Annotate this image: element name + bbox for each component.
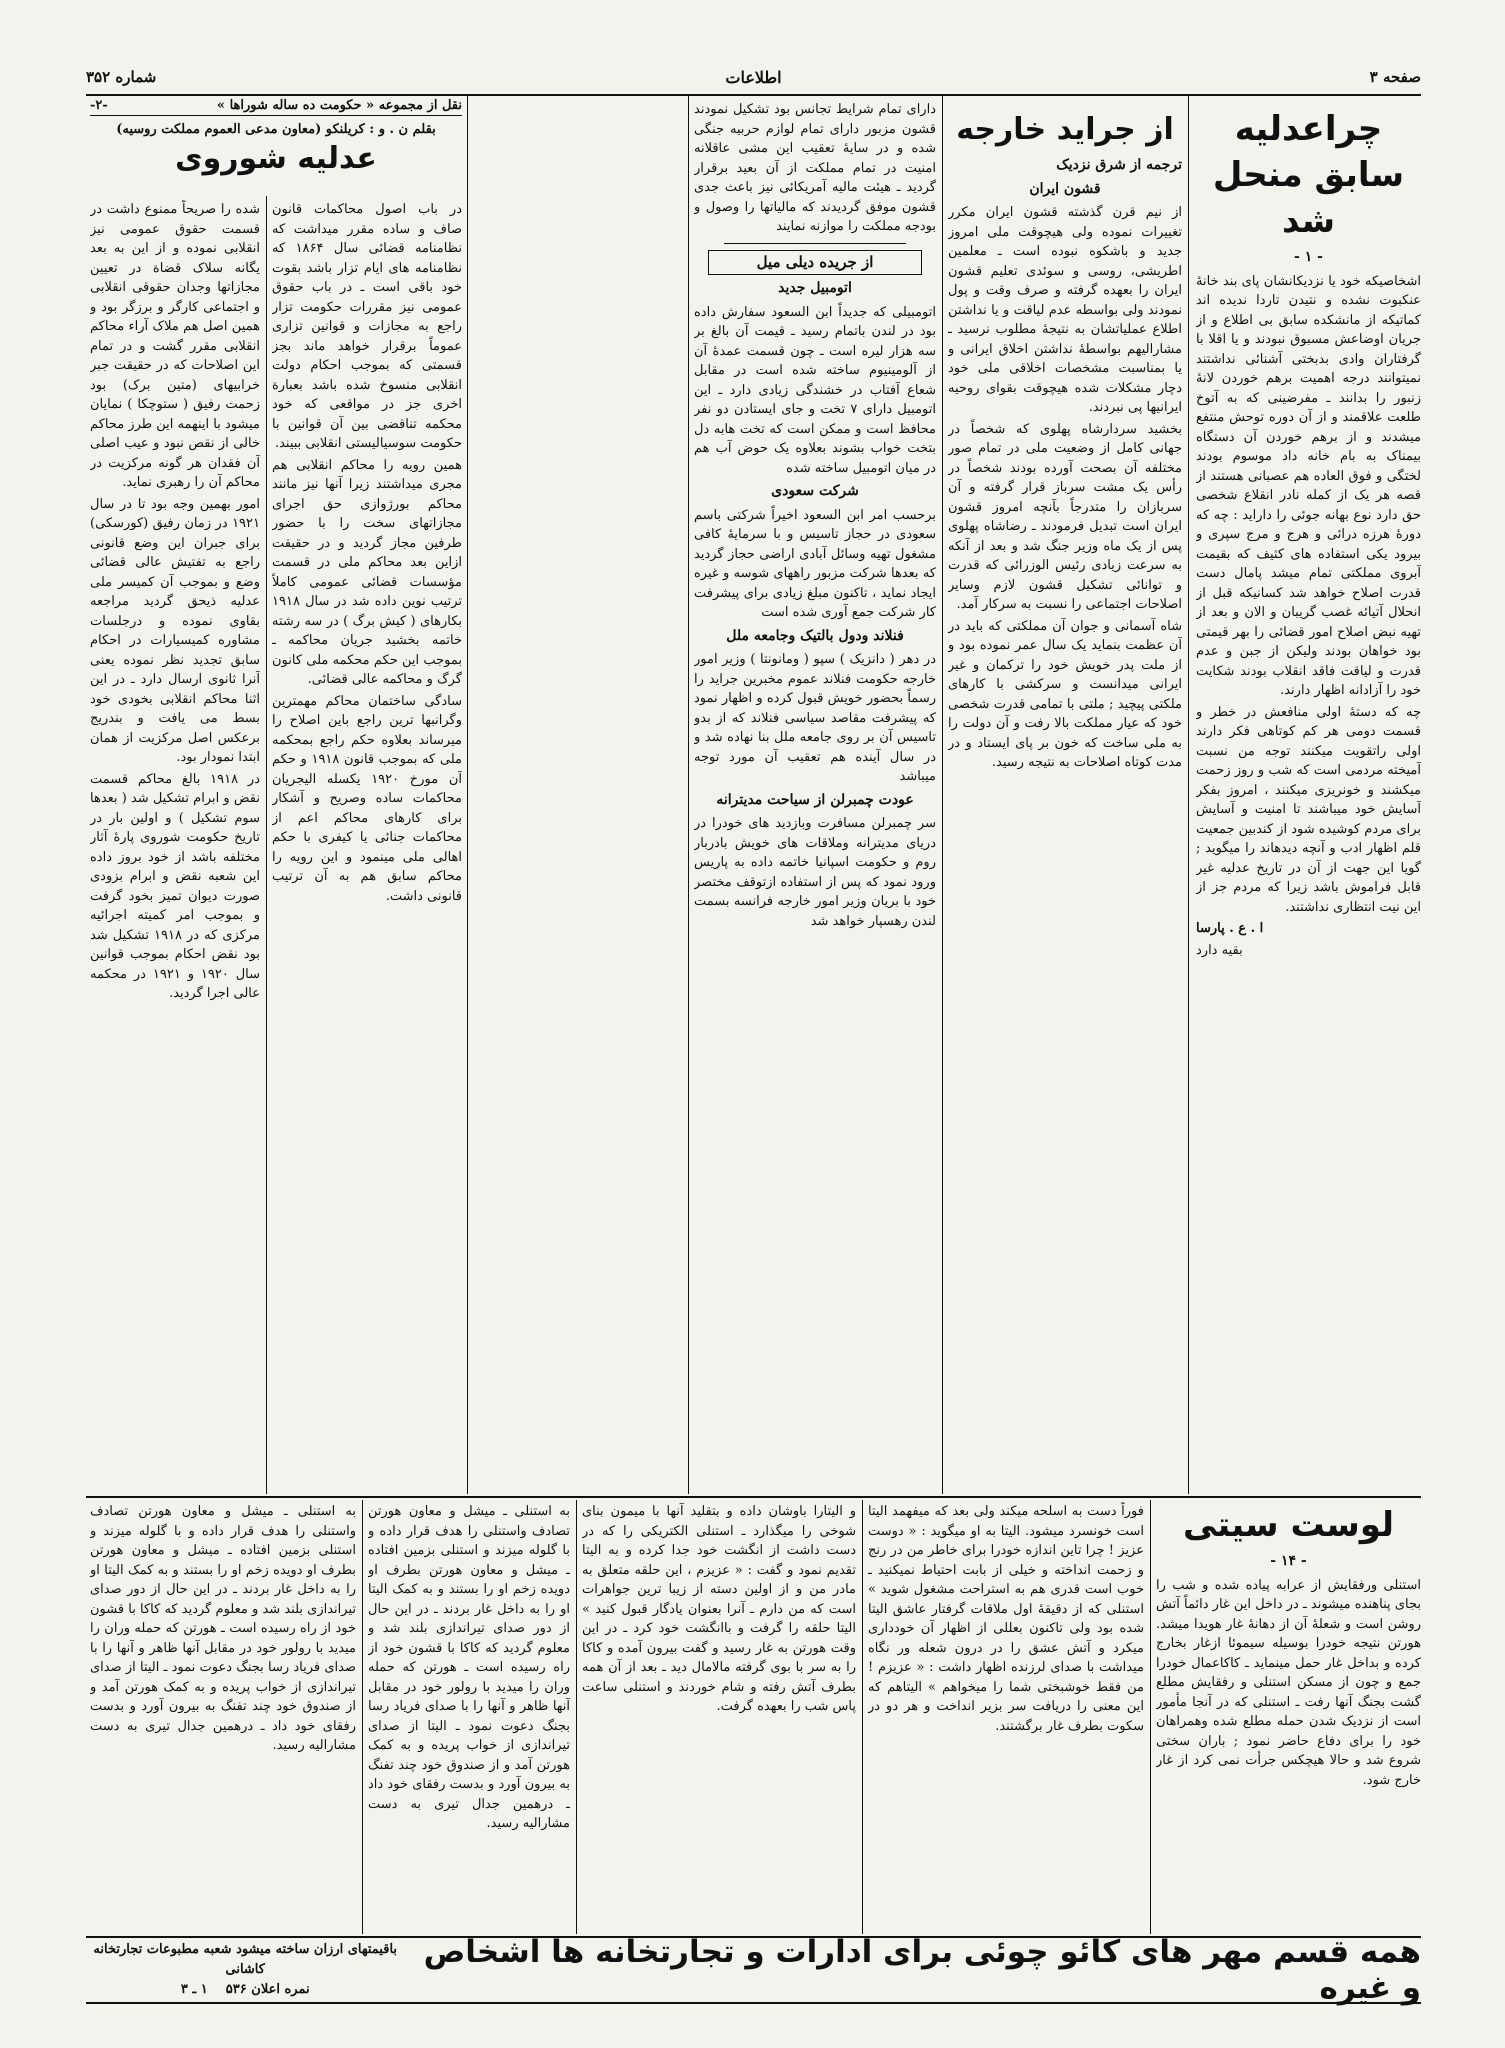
ad-details <box>86 1940 404 2000</box>
column-divider <box>862 1500 863 1934</box>
article-body: سر چمبرلن مسافرت وبازدید های خودرا در دریای مدیترانه وملاقات های خویش بادربار روم و حکومت اسپانیا خاتمه داده به پاریس ورود نمود که پس از استفاده ازتوقف مختصر خود با بریان وزیر امور خارجه فرانسه بسمت لندن رهسپار خواهد شد <box>694 816 936 929</box>
column-divider <box>467 96 468 1494</box>
article-body: سادگی ساختمان محاکم مهمترین وگرانبها ترین راجع باین اصلاح را میرساند بعلاوه حکم راجع بمحکمه ملی که بموجب قانون ۱۹۱۸ و حکم آن مورخ ۱۹۲۰ یکسله الیجریان محاکمات ساده وصریح و آشکار برای کارهای محاکم اعم از محاکمات جنائی یا کیفری با حکم اهالی ملی مینمود و این رویه را محاکم سابق هم به آن ترتیب قانونی داشت. <box>272 693 462 904</box>
serial-body: به استنلی ـ میشل و معاون هورتن تصادف واستنلی را هدف قرار داده و با گلوله میزند و استنلی بزمین افتاده ـ میشل و معاون هورتن بطرف او دویده زخم او را بستند و به کمک الیتا او را به داخل غار بردند ـ در این حال از دور صدای تیراندازی بلند شد و معلوم گردید که کاکا با قشون خود از راه رسیده است ـ هورتن که حمله وران را میدید با رولور خود در مقابل آنها ظاهر و آنها را با صدای فریاد رسا بجنگ دعوت نمود ـ الیتا از صدای تیراندازی از خواب پریده و به کمک هورتن آمد و از صندوق خود چند تفنگ به بیرون آورد و بدست رفقای خود داد ـ درهمین جدال تیری به دست مشارالیه رسید. <box>368 1504 570 1831</box>
article-body: امور بهمین وجه بود تا در سال ۱۹۲۱ در زمان رفیق (کورسکی) برای جبران این وضع قانونی راجع به تفتیش عالی قضائی وضع و بموجب آن کمیسر ملی عدلیه ذیحق گردید مراجعه بقاوی نموده و درجلسات مشاوره کمیسیارات در احکام سابق تجدید نظر نموده یعنی آنرا ثانوی ارسال دارد ـ در این اثنا محاکم انقلابی بخودی خود بسط می یافت و بندریج برعکس اصل مرکزیت از همان ابتدا نمودار بود. <box>90 496 260 765</box>
page-label: صفحه ۳ <box>1369 68 1421 86</box>
column-divider <box>266 196 267 1494</box>
subheading: عودت چمبرلن از سیاحت مدیترانه <box>716 791 914 808</box>
source-title: « حکومت ده ساله شوراها » <box>216 98 375 113</box>
article-body: در باب اصول محاکمات قانون صاف و ساده مقرر میداشت که نظامنامه قضائی سال ۱۸۶۴ که نظامنامه های ایام تزار باشد بقوت خود باقی است ـ در باب حقوق عمومی نیز مقررات حکومت تزار راجع به مجازات و قوانین تزاری عموماً برقرار خواهد ماند بجز قسمتی که بموجب احکام دولت انقلابی منسوخ شده باشد بعبارة اخری جز در مواقعی که خود محکمه تناقضی بین آن قوانین با حکومت سوسیالیستی انقلابی ببیند. <box>272 202 462 451</box>
column-divider <box>1150 1500 1151 1934</box>
serial-body: و الیتارا باوشان داده و بتقلید آنها با میمون بنای شوخی را میگذارد ـ استنلی الکتریکی را که در دست داشت از انگشت خود جدا کرده و به الیتا تقدیم نمود و گفت : « عزیزم ، این حلقه متعلق به مادر من و از اولین دسته از زیبا ترین جواهرات است که من دارم ـ آنرا بعنوان یادگار قبول کنید » الیتا حلقه را گرفت و باانگشت خود کرد ـ در این وقت هورتن به غار رسید و گفت بیرون آمده و کاکا را به سر با بوی گرفته مالامال دید ـ بعد از آن همه بطرف آتش رفته و شام خوردند و استنلی ساعت پاس شب را بعهده گرفت. <box>582 1504 856 1714</box>
source-label: نقل از مجموعه <box>378 98 462 113</box>
article-body: اشخاصیکه خود یا نزدیکانشان پای بند خانهٔ عنکبوت نشده و نتیدن تاردا ندیده اند کماتیکه از مانشکده سابق بی اطلاع و از جریان اوضاعش مسبوق نبودند و یا اقلا با گرفتاران وادی بدبختی آشنائی نداشتند نمیتوانند درجه اهمیت برهم خوردن لانهٔ زنبور را بدانند ـ مفرضینی که به آتوخ طلعت علاقمند و از آن دوره توحش منتفع میشدند و از برهم خوردن آن دستگاه بیمناک به بام خانه داد موسوم بودند لختگی و فوق العاده هم عصبانی هستند از قصه هر یک از کمله نادر انقلاع شخصی حق دارد نوع بهانه جوئی را داراید : چه که دورهٔ هرزه درائی و هرج و مرج سپری و بیرود یکی استفاده های کثیف که بقیمت آبروی مملکتی تمام میشد پامال دست قدرت اصلاح خواهد شد کسانیکه قبل از انحلال آتیائه غصب گریبان و الان و بعد از تهیه نبض اصلاح امور قضائی را بهر قیمتی بود خواهان بودند ولیکن از جبن و عدم قدرت و لیاقت فاقد انقلاب بودند شکایت خود را آزادانه اظهار دارند. <box>1196 273 1421 698</box>
subheading: فنلاند ودول بالتیک وجامعه ملل <box>726 627 904 644</box>
continued-note: بقیه دارد <box>1196 942 1243 958</box>
article-body: اتومبیلی که جدیداً ابن السعود سفارش داده بود در لندن باتمام رسید ـ قیمت آن بالغ بر سه هزار لیره است ـ چون قسمت عمدهٔ آن از آلومینیوم ساخته شده است در مقابل شعاع آفتاب در خشندگی زیادی دارد ـ این اتومبیل دارای ۷ تخت و جای ایستادن دو نفر محافظ است و ممکن است که تخت هابه دل بتخت خواب بشوند بعلاوه یک حوض آب هم در میان اتومبیل ساخته شده <box>694 304 936 476</box>
soviet-judiciary-col-right <box>272 200 462 1490</box>
article-foreign-press <box>948 100 1182 1490</box>
serial-column <box>868 1502 1144 1932</box>
article-body: شده را صریحاً ممنوع داشت در قسمت حقوق عمومی نیز انقلابی نموده و از این به بعد یگانه سلاک قضاة در تعیین مجازاتها وجدان حقوقی انقلابی و اجتماعی کارگر و برزگر بود و همین اصل هم ملاک آراء محاکم انقلابی مقرر گشت و در تمام این اصلاحات که در حقیقت جبر خرابیهای (متین برک) بود زحمت رفیق ( ستوچکا ) نمایان میشود با اینهمه این طرز محاکم خالی از نقص نبود و عیب اصلی آن فقدان هر گونه مرکزیت در محاکم آن را رهبری نماید. <box>90 202 260 490</box>
header-rule <box>86 94 1421 96</box>
signature: ا . ع . پارسا <box>1196 921 1264 936</box>
section-heading: قشون ایران <box>1029 180 1101 197</box>
serial-column <box>90 1502 356 1932</box>
article-body: بخشید سردارشاه پهلوی که شخصاً در جهانی کامل از وضعیت ملی در تمام صور مختلفه آن بصحت آورده بودند شخصاً در رأس یک مشت سرباز قرار گرفته و آن سربازان را متدرجاً بآنچه امروز قشون ایران است تبدیل فرمودند ـ رضاشاه پهلوی پس از یک ماه وزیر جنگ شد و بعد از آنکه به سرعت زیادی رئیس الوزرائی که قدرت و توانائی تشکیل قشون لازم وسایر اصلاحات اجتماعی را نسبت به سرکار آمد. <box>948 421 1182 612</box>
paper-name: اطلاعات <box>725 67 782 87</box>
ad-count: ۱ ـ ۳ <box>180 1982 208 1997</box>
subheading: اتومبیل جدید <box>778 280 852 296</box>
section-number: - ۱۴ - <box>1270 1553 1307 1569</box>
article-title: عدلیه شوروی <box>175 141 377 176</box>
ad-number: نمره اعلان ۵۳۶ <box>225 1982 310 1997</box>
footer-bottom-rule <box>86 2002 1421 2004</box>
column-divider <box>576 1500 577 1934</box>
article-body: در دهر ( دانزیک ) سپو ( ومانونتا ) وزیر امور خارجه حکومت فنلاند عموم مخبرین جراید را رسماً بحضور خویش قبول کرده و اظهار نمود که پیشرفت مقاصد سیاسی فنلاند که از بدو تاسیس آن بر روی جامعه ملل بنا نهاده شد و در سال آینده هم تعقیب آن مورد توجه میباشد <box>694 652 936 784</box>
advertisement <box>86 1934 1421 2006</box>
column-divider <box>1188 96 1189 1494</box>
section-rule <box>86 1496 1421 1498</box>
issue-label: شماره ۳۵۲ <box>86 68 157 86</box>
article-body: از نیم قرن گذشته قشون ایران مکرر تغییرات نموده ولی هیچوقت ملی امروز جدید و باشکوه نبوده است ـ معلمین اطریشی، روسی و سوئدی تعلیم قشون ایران را بعهده گرفته و صرف وقت و پول نمودند ولی بواسطه عدم لیاقت و یا نداشتن اطلاع عملیاتشان به نتیجهٔ مطلوب نرسید ـ مشارالیهم بواسطهٔ نداشتن اخلاق ایرانی و یا بمناسبت مشخصات اخلاقی ملی خود دچار مشکلات شده هیچوقت بقوای روحیه ایرانیها پی نبردند. <box>948 205 1182 415</box>
article-title: چراعدلیه سابق منحل شد <box>1212 109 1405 241</box>
ad-main-text: همه قسم مهر های کائو چوئی برای ادارات و تجارتخانه ها اشخاص و غیره <box>423 1934 1421 2006</box>
section-number: - ۱ - <box>1294 249 1323 265</box>
article-body: همین رویه را محاکم انقلابی هم مجری میداشتند زیرا آنها نیز مانند محاکم بورژوازی حق اجرای مجازاتهای سخت را با حضور طرفین مجاز گردید و در حقیقت ازاین بعد محاکم ملی در قسمت مؤسسات قضائی عمومی کاملاً ترتیب نوین داده شد در سال ۱۹۱۸ بکارهای ( کیش برگ ) در سه رشته خاتمه بخشید جریان محاکمه ـ بموجب این حکم محکمه ملی کانون گرگ و محاکمه عالی قضائی. <box>272 457 462 687</box>
subheading: شرکت سعودی <box>771 483 859 499</box>
column-divider <box>688 96 689 1494</box>
page-header <box>86 60 1421 94</box>
article-body: چه که دستهٔ اولی منافعش در خطر و قسمت دومی هر کم کوتاهی فکر دارند اولی راتقویت میکنند توجه من نسبت آمیخته مردمی است که شب و روز زحمت میکشند و خونریزی میکنند ، امروز بفکر آسایش خود میباشند تا امنیت و آسایش برای مردم کوشیده شود از کندبین جمعیت قلم اظهار ادب و آنچه دیدهاند را میگوید ; گویا این جهت از آن در تاریخ عدلیه غیر قابل فراموش باشد زیرا که مردم جز از این نیت انتظاری نداشتند. <box>1196 704 1421 915</box>
soviet-judiciary-header <box>90 98 462 194</box>
serial-column <box>368 1502 570 1932</box>
section-heading: از جریده دیلی میل <box>708 250 922 276</box>
article-judiciary-dissolved <box>1196 100 1421 1490</box>
article-title: از جراید خارجه <box>956 112 1174 147</box>
column-divider <box>942 96 943 1494</box>
serial-column <box>582 1502 856 1932</box>
article-daily-mail <box>694 100 936 1490</box>
serial-body: استنلی ورفقایش از عرابه پیاده شده و شب را بجای پناهنده میشوند ـ در داخل این غار دائماً آتش روشن است و شعلهٔ آن از دهانهٔ غار هویدا میشد. هورتن نتیجه خودرا بوسیله سیموئا ازغار بخارج کرده و بداخل غار حمل مینماید ـ کاکاعمال خودرا جمع و چون از مسکن استنلی و رفقایش مطلع گشت بجنگ آنها رفت ـ استنلی که در آنجا مأمور است از نزدیک شدن حمله مطلع شده وهمراهان خود را برای دفاع حاضر نمود ; باران سختی شروع شد و حالا هیچکس جرأت نمی کرد از غار خارج شود. <box>1156 1577 1421 1788</box>
divider <box>724 243 906 244</box>
article-body: شاه آسمانی و جوان آن مملکتی که باید در آن عظمت بنماید یک سال عمر نموده بود و از ملت پدر خویش خود را ترکمان و غیر ایرانی میدانست و سرکشی با کارهای ملکتی پیچید ; ملتی با تمامی قدرت شخصی خود که عیار مملکت بالا رفت و آن دولت را به ملی ساخت که خون بر پای ایستاد و در مدت کوتاه اصلاحات به نتیجه رسید. <box>948 618 1182 770</box>
article-subtitle: ترجمه از شرق نزدیک <box>1056 157 1182 173</box>
byline: بقلم ن . و : کریلنکو (معاون مدعی العموم مملکت روسیه) <box>116 122 436 137</box>
serial-body: فوراً دست به اسلحه میکند ولی بعد که میفهمد الیتا است خونسرد میشود. الیتا به او میگوید : « دوست عزیز ! چرا تاین اندازه خودرا برای خاطر من در رنج و زحمت انداخته و خیلی از بابت احتیاط نمیکنید ـ خوب است قدری هم به استراحت مشغول شوید » استنلی که از دقیقهٔ اول ملاقات گرفتار عاشق الیتا شده بود ولی تاکنون بعللی از اظهار آن خودداری میکرد و آتش عشق را در درون شعله ور نگاه میداشت با صدای لرزنده اظهار داشت : « عزیزم ! من فقط خوشبختی شما را میخواهم » الیتاهم که این معنی را دریافت سر بزیر انداخت و هر دو در سکوت بطرف غار برگشتند. <box>868 1504 1144 1734</box>
article-body: دارای تمام شرایط تجانس بود تشکیل نمودند قشون مزبور دارای تمام لوازم حربیه جنگی شده و در سایهٔ تعقیب این مشی عاقلانه امنیت در تمام مملکت از آن بعید برقرار گردید ـ هیئت مالیه آمریکائی نیز باعث جدی قشون موفق گردیدند که مالیاتها را وصول و بودجه مملکت را موازنه نمایند <box>694 102 936 234</box>
serial-title: لوست سیتی <box>1183 1505 1394 1545</box>
column-divider <box>362 1500 363 1934</box>
serial-body: به استنلی ـ میشل و معاون هورتن تصادف واستنلی را هدف قرار داده و با گلوله میزند و استنلی بزمین افتاده ـ میشل و معاون هورتن بطرف او دویده زخم او را بستند و به کمک الیتا او را به داخل غار بردند ـ در این حال از دور صدای تیراندازی بلند شد و معلوم گردید که کاکا با قشون خود از راه رسیده است ـ هورتن که حمله وران را میدید با رولور خود در مقابل آنها ظاهر و آنها را با صدای فریاد رسا بجنگ دعوت نمود ـ الیتا از صدای تیراندازی از خواب پریده و به کمک هورتن آمد و از صندوق خود چند تفنگ به بیرون آورد و بدست رفقای خود داد ـ درهمین جدال تیری به دست مشارالیه رسید. <box>90 1504 356 1753</box>
ad-small-text: باقیمتهای ارزان ساخته میشود شعبه مطبوعات تجارتخانه کاشانی <box>93 1942 398 1977</box>
article-body: در ۱۹۱۸ بالغ محاکم قسمت نقض و ابرام تشکیل شد ( بعدها سوم تشکیل ) و اولین بار در تاریخ حکومت شوروی پارهٔ آثار مختلفه باشد از خود بروز داده این شعبه نقض و ابرام بزودی صورت دیوان تمیز بخود گرفت و بموجب امر کمیته اجرائیه مرکزی که در ۱۹۱۸ تشکیل شد بود نقض احکام بموجب قوانین سال ۱۹۲۰ و ۱۹۲۱ در محکمه عالی اجرا گردید. <box>90 771 260 1001</box>
serial-lost-city <box>1156 1502 1421 1932</box>
page-mark: -۲- <box>90 98 108 113</box>
soviet-judiciary-col-left <box>90 200 260 1490</box>
article-body: برحسب امر ابن السعود اخیراً شرکتی باسم سعودی در حجاز تاسیس و با سرمایهٔ کافی مشغول تهیه وسائل آبادی اراضی حجاز گردید که بعدها شرکت مزبور راههای شوسه و غیره ایجاد نماید ، تاکنون مبلغ زیادی برای پیشرفت کار شرکت جمع آوری شده است <box>694 507 936 620</box>
